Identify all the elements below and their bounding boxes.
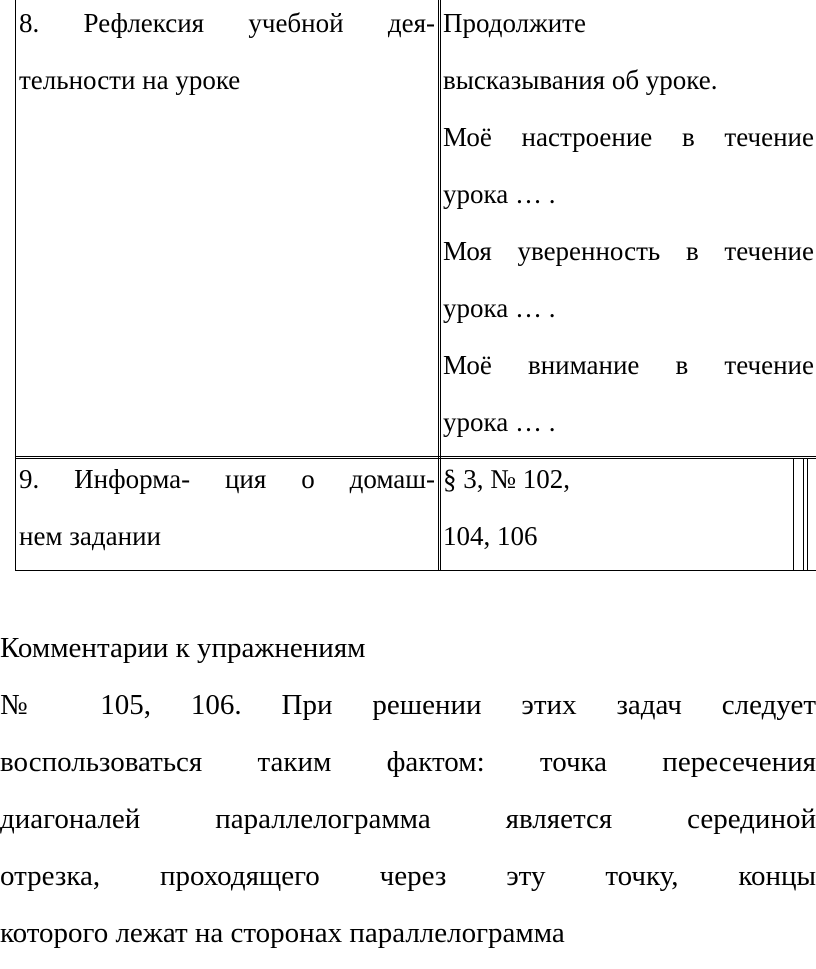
comments-paragraph-line: воспользоваться таким фактом: точка пересечения <box>0 746 816 778</box>
table-border-bottom <box>15 570 816 571</box>
table-row-1-stage <box>19 0 435 109</box>
stage-text-line: тельности на уроке <box>19 65 241 95</box>
content-text-line: Моё внимание в течение <box>443 350 814 380</box>
content-text-line: Продолжите <box>443 8 586 38</box>
lesson-plan-table <box>15 0 816 571</box>
column-divider <box>438 0 439 571</box>
content-text-line: урока … . <box>443 407 556 437</box>
table-row-1-content <box>443 0 814 451</box>
content-text-line: Моя уверенность в течение <box>443 236 814 266</box>
column-divider-inner <box>440 0 441 571</box>
content-text-line: высказывания об уроке. <box>443 65 718 95</box>
stage-text-line: нем задании <box>19 521 161 551</box>
content-text-line: урока … . <box>443 293 556 323</box>
content-text-line: Моё настроение в течение <box>443 122 814 152</box>
stage-text-line: 8. Рефлексия учебной дея- <box>19 8 435 38</box>
table-row-2-stage <box>19 451 435 565</box>
content-text-line: § 3, № 102, <box>443 464 571 494</box>
exercise-comments <box>0 620 816 962</box>
table-row-2-content <box>443 451 783 565</box>
table-border-left <box>15 0 16 571</box>
content-text-line: урока … . <box>443 179 556 209</box>
comments-heading: Комментарии к упражнениям <box>0 632 366 664</box>
row2-right-border-c <box>807 458 808 571</box>
comments-paragraph-line: № 105, 106. При решении этих задач следует <box>0 689 816 721</box>
content-text-line: 104, 106 <box>443 521 538 551</box>
comments-paragraph-line: которого лежат на сторонах параллелограмма <box>0 917 565 949</box>
comments-paragraph-line: отрезка, проходящего через эту точку, концы <box>0 860 816 892</box>
comments-paragraph-line: диагоналей параллелограмма является серединой <box>0 803 816 835</box>
row2-right-border-b <box>803 458 804 571</box>
row2-right-border-a <box>793 458 794 571</box>
stage-text-line: 9. Информа- ция о домаш- <box>19 464 435 494</box>
